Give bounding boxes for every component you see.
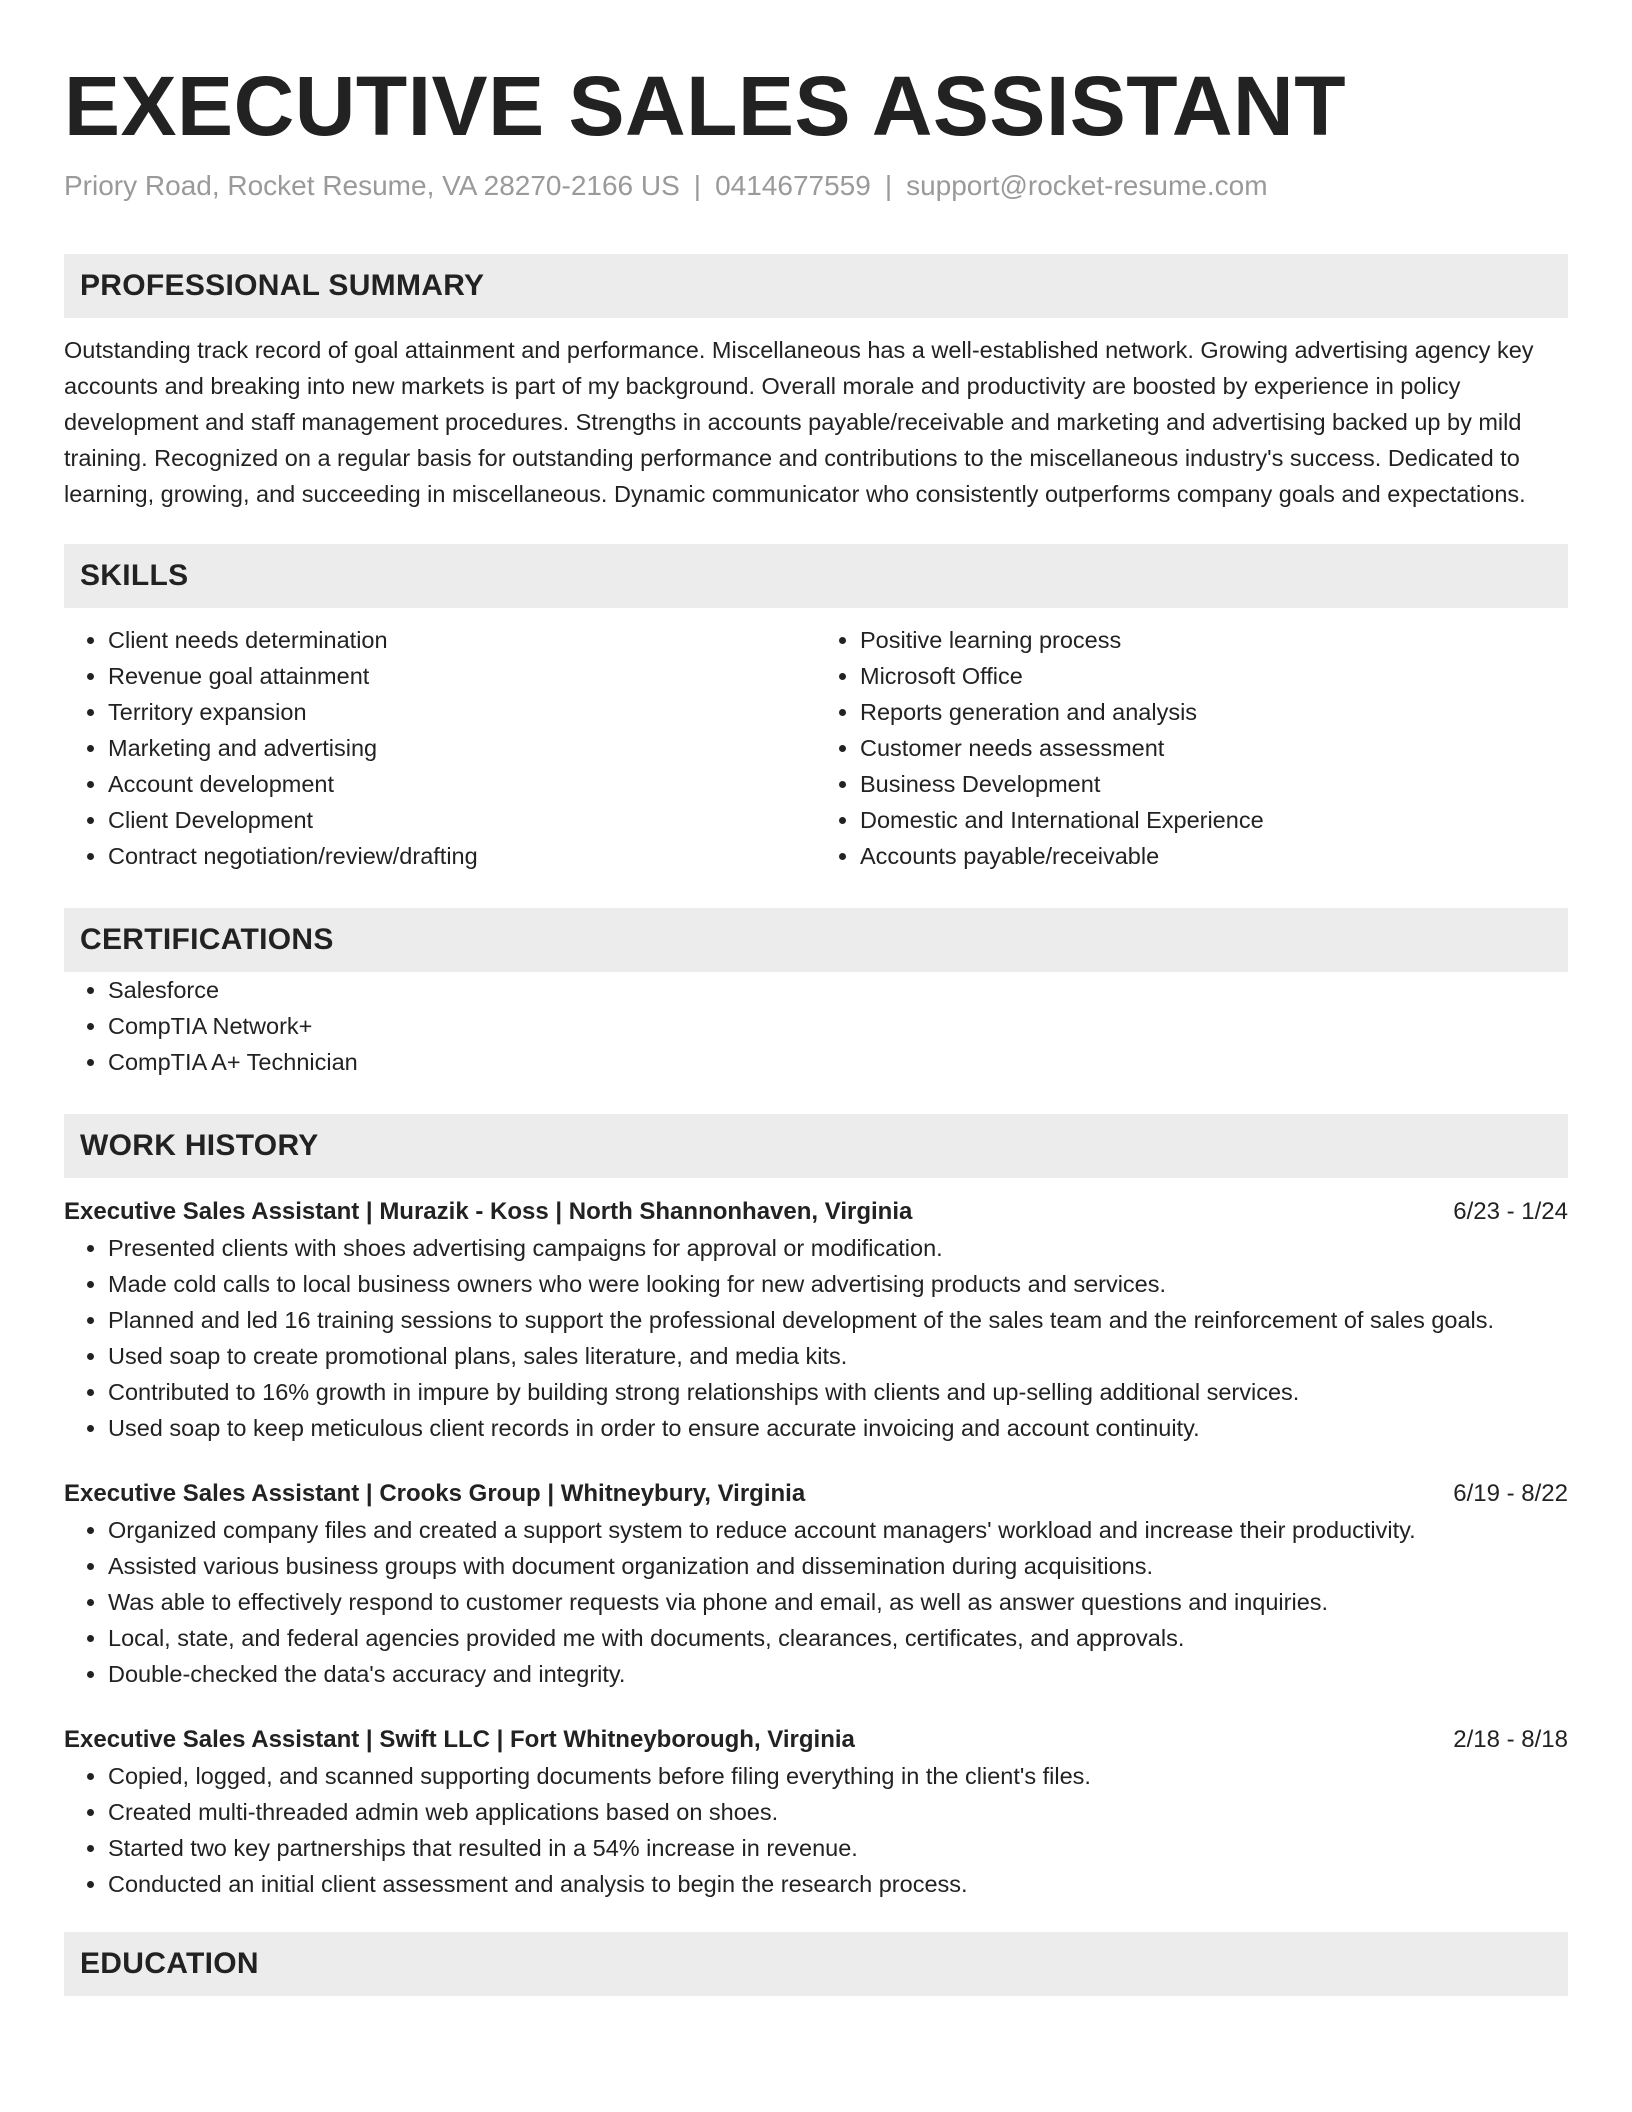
resume-name: EXECUTIVE SALES ASSISTANT bbox=[64, 59, 1347, 153]
list-item: • Was able to effectively respond to customer requests via phone and email, as well as answer questions and inquiries. bbox=[108, 1584, 1568, 1620]
section-heading-education: EDUCATION bbox=[64, 1932, 1568, 1996]
list-item: • Customer needs assessment bbox=[860, 730, 1568, 766]
list-item: • Made cold calls to local business owners who were looking for new advertising products and services. bbox=[108, 1266, 1568, 1302]
summary-text: Outstanding track record of goal attainment and performance. Miscellaneous has a well-established network. Growing advertising agency key accounts and breaking into new markets is part of my background. Overall morale and productivity are boosted by experience in policy development and staff management procedures. Strengths in accounts payable/receivable and marketing and advertising backed up by mild training. Recognized on a regular basis for outstanding performance and contributions to the miscellaneous industry's success. Dedicated to learning, growing, and succeeding in miscellaneous. Dynamic communicator who consistently outperforms company goals and expectations. bbox=[64, 337, 1534, 507]
contact-address: Priory Road, Rocket Resume, VA 28270-2166 US bbox=[64, 170, 680, 201]
list-item: • CompTIA A+ Technician bbox=[108, 1044, 1568, 1080]
job-dates: 6/23 - 1/24 bbox=[1453, 1198, 1568, 1225]
list-item: • Client needs determination bbox=[108, 622, 816, 658]
section-heading-skills: SKILLS bbox=[64, 544, 1568, 608]
list-item: • Territory expansion bbox=[108, 694, 816, 730]
job-bullets bbox=[64, 1230, 1568, 1446]
list-item: • Revenue goal attainment bbox=[108, 658, 816, 694]
list-item: • Used soap to create promotional plans, sales literature, and media kits. bbox=[108, 1338, 1568, 1374]
job-header bbox=[64, 1722, 1568, 1758]
resume-page bbox=[64, 56, 1568, 1996]
list-item: • Organized company files and created a support system to reduce account managers' workload and increase their productivity. bbox=[108, 1512, 1568, 1548]
section-heading-certifications: CERTIFICATIONS bbox=[64, 908, 1568, 972]
list-item: • Positive learning process bbox=[860, 622, 1568, 658]
list-item: • Reports generation and analysis bbox=[860, 694, 1568, 730]
contact-separator: | bbox=[884, 170, 893, 201]
contact-separator: | bbox=[693, 170, 702, 201]
job-header bbox=[64, 1476, 1568, 1512]
list-item: • Salesforce bbox=[108, 972, 1568, 1008]
skills-columns bbox=[64, 622, 1568, 874]
job-title: Executive Sales Assistant | Swift LLC | Fort Whitneyborough, Virginia bbox=[64, 1726, 855, 1753]
list-item: • Contributed to 16% growth in impure by building strong relationships with clients and up-selling additional services. bbox=[108, 1374, 1568, 1410]
contact-phone: 0414677559 bbox=[715, 170, 871, 201]
certifications-list bbox=[64, 972, 1568, 1080]
list-item: • Business Development bbox=[860, 766, 1568, 802]
list-item: • Started two key partnerships that resulted in a 54% increase in revenue. bbox=[108, 1830, 1568, 1866]
list-item: • Created multi-threaded admin web applications based on shoes. bbox=[108, 1794, 1568, 1830]
contact-email[interactable]: support@rocket-resume.com bbox=[906, 170, 1268, 201]
job-header bbox=[64, 1194, 1568, 1230]
section-heading-work-history: WORK HISTORY bbox=[64, 1114, 1568, 1178]
job-title: Executive Sales Assistant | Murazik - Koss | North Shannonhaven, Virginia bbox=[64, 1198, 913, 1225]
list-item: • Local, state, and federal agencies provided me with documents, clearances, certificates, and approvals. bbox=[108, 1620, 1568, 1656]
job-dates: 6/19 - 8/22 bbox=[1453, 1480, 1568, 1507]
skills-list-right bbox=[816, 622, 1568, 874]
job-bullets bbox=[64, 1758, 1568, 1902]
list-item: • Contract negotiation/review/drafting bbox=[108, 838, 816, 874]
list-item: • Double-checked the data's accuracy and integrity. bbox=[108, 1656, 1568, 1692]
list-item: • Client Development bbox=[108, 802, 816, 838]
list-item: • Domestic and International Experience bbox=[860, 802, 1568, 838]
job-title: Executive Sales Assistant | Crooks Group | Whitneybury, Virginia bbox=[64, 1480, 806, 1507]
list-item: • Account development bbox=[108, 766, 816, 802]
list-item: • Accounts payable/receivable bbox=[860, 838, 1568, 874]
list-item: • Used soap to keep meticulous client records in order to ensure accurate invoicing and account continuity. bbox=[108, 1410, 1568, 1446]
list-item: • Presented clients with shoes advertising campaigns for approval or modification. bbox=[108, 1230, 1568, 1266]
job-bullets bbox=[64, 1512, 1568, 1692]
skills-list-left bbox=[64, 622, 816, 874]
list-item: • Planned and led 16 training sessions to support the professional development of the sales team and the reinforcement of sales goals. bbox=[108, 1302, 1568, 1338]
list-item: • Assisted various business groups with document organization and dissemination during acquisitions. bbox=[108, 1548, 1568, 1584]
contact-line bbox=[64, 168, 1568, 204]
list-item: • Conducted an initial client assessment and analysis to begin the research process. bbox=[108, 1866, 1568, 1902]
section-heading-summary: PROFESSIONAL SUMMARY bbox=[64, 254, 1568, 318]
list-item: • CompTIA Network+ bbox=[108, 1008, 1568, 1044]
list-item: • Copied, logged, and scanned supporting documents before filing everything in the client's files. bbox=[108, 1758, 1568, 1794]
list-item: • Marketing and advertising bbox=[108, 730, 816, 766]
job-dates: 2/18 - 8/18 bbox=[1453, 1726, 1568, 1753]
list-item: • Microsoft Office bbox=[860, 658, 1568, 694]
